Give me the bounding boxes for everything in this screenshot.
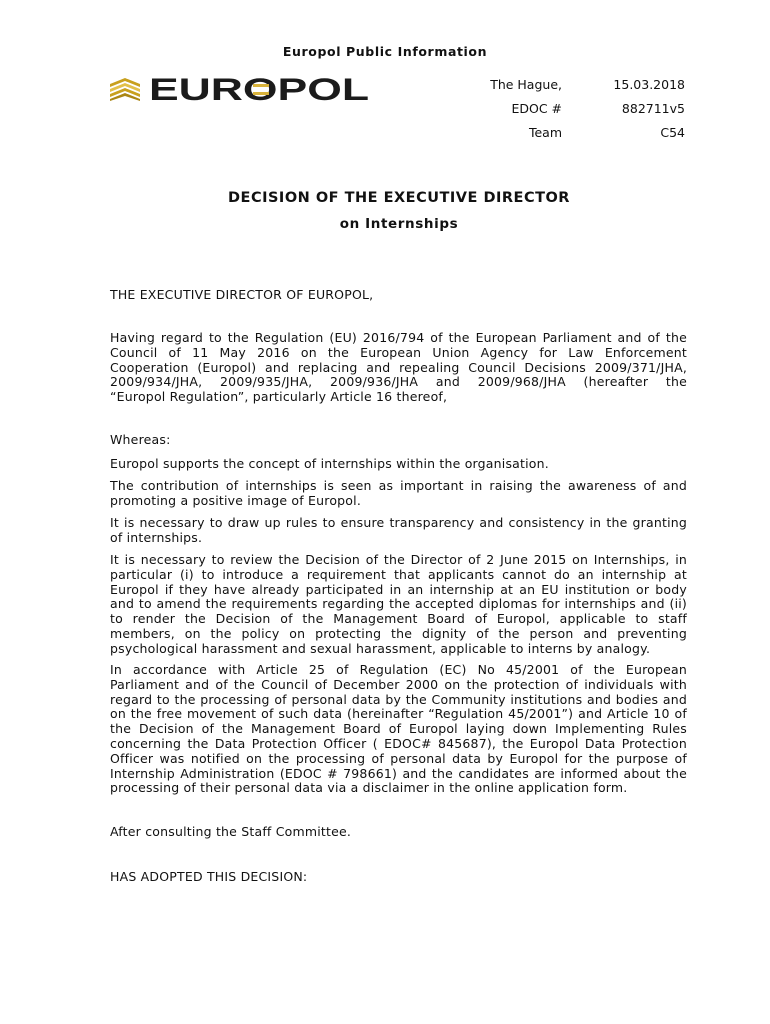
meta-label: Team: [528, 125, 562, 140]
text-line: and to amend the requirements regarding the accepted diplomas for internships and (ii): [110, 596, 687, 612]
text-line: to render the Decision of the Management Board of Europol, applicable to staff: [110, 611, 687, 627]
text-line: Council of 11 May 2016 on the European Union Agency for Law Enforcement: [110, 344, 687, 360]
meta-label: The Hague,: [490, 77, 562, 92]
meta-row-date: [470, 77, 685, 101]
classification-label: Europol Public Information: [282, 44, 488, 59]
text-line: It is necessary to review the Decision of the Director of 2 June 2015 on Internships, in: [110, 552, 687, 567]
recital-4: [110, 553, 687, 657]
text-line: In accordance with Article 25 of Regulation (EC) No 45/2001 of the European: [110, 662, 687, 677]
text-line: psychological harassment and sexual harassment, applicable to interns by analogy.: [110, 640, 651, 656]
text-line: processing of their personal data via a disclaimer in the online application form.: [110, 780, 628, 796]
recital-2: [110, 479, 687, 509]
regard-paragraph: [110, 331, 687, 405]
text-line: promoting a positive image of Europol.: [110, 492, 362, 508]
europol-logo-mark: [110, 78, 140, 101]
text-line: The contribution of internships is seen as important in raising the awareness of and: [110, 478, 687, 493]
meta-value: C54: [660, 125, 685, 140]
meta-label: EDOC #: [511, 101, 562, 116]
text-line: Europol if they have already participated in an internship at an EU institution or body: [110, 581, 687, 597]
authority-line: THE EXECUTIVE DIRECTOR OF EUROPOL,: [110, 287, 374, 302]
recital-5: [110, 663, 687, 796]
meta-value: 882711v5: [621, 101, 685, 116]
text-line: of internships.: [110, 529, 203, 545]
text-line: concerning the Data Protection Officer ( EDOC# 845687), the Europol Data Protection: [110, 735, 687, 751]
text-line: Parliament and of the Council of December 2000 on the protection of individuals with: [110, 676, 687, 692]
text-line: members, on the policy on protecting the dignity of the person and preventing: [110, 625, 687, 641]
adoption-line: HAS ADOPTED THIS DECISION:: [110, 869, 308, 884]
document-title: DECISION OF THE EXECUTIVE DIRECTOR: [228, 190, 570, 206]
recital-1: [110, 457, 687, 472]
text-line: “Europol Regulation”, particularly Article 16 thereof,: [110, 389, 448, 405]
document-subtitle: on Internships: [339, 216, 459, 232]
document-meta: [470, 77, 685, 149]
recital-3: [110, 516, 687, 546]
meta-row-team: [470, 125, 685, 149]
text-line: Internship Administration (EDOC # 798661) and the candidates are informed about the: [110, 765, 687, 781]
text-line: Cooperation (Europol) and replacing and repealing Council Decisions 2009/371/JHA,: [110, 359, 687, 375]
text-line: Officer was notified on the processing of personal data by Europol for the purpose of: [110, 750, 687, 766]
meta-row-edoc: [470, 101, 685, 125]
europol-logo-wordmark: EUROPOL: [149, 75, 369, 102]
meta-value: 15.03.2018: [613, 77, 685, 92]
consultation-line: After consulting the Staff Committee.: [110, 824, 352, 839]
text-line: the Decision of the Management Board of Europol laying down Implementing Rules: [110, 721, 687, 737]
text-line: It is necessary to draw up rules to ensure transparency and consistency in the granting: [110, 515, 687, 530]
text-line: 2009/934/JHA, 2009/935/JHA, 2009/936/JHA and 2009/968/JHA (hereafter the: [110, 374, 687, 390]
text-line: particular (i) to introduce a requirement that applicants cannot do an internship at: [110, 566, 687, 582]
text-line: Having regard to the Regulation (EU) 2016/794 of the European Parliament and of the: [110, 330, 687, 345]
text-line: Europol supports the concept of internships within the organisation.: [110, 456, 549, 471]
text-line: regard to the processing of personal data by the Community institutions and bodies and: [110, 691, 687, 707]
whereas-label: Whereas:: [110, 432, 171, 447]
europol-logo: [109, 75, 371, 102]
text-line: on the free movement of such data (hereinafter “Regulation 45/2001”) and Article 10 of: [110, 706, 687, 722]
